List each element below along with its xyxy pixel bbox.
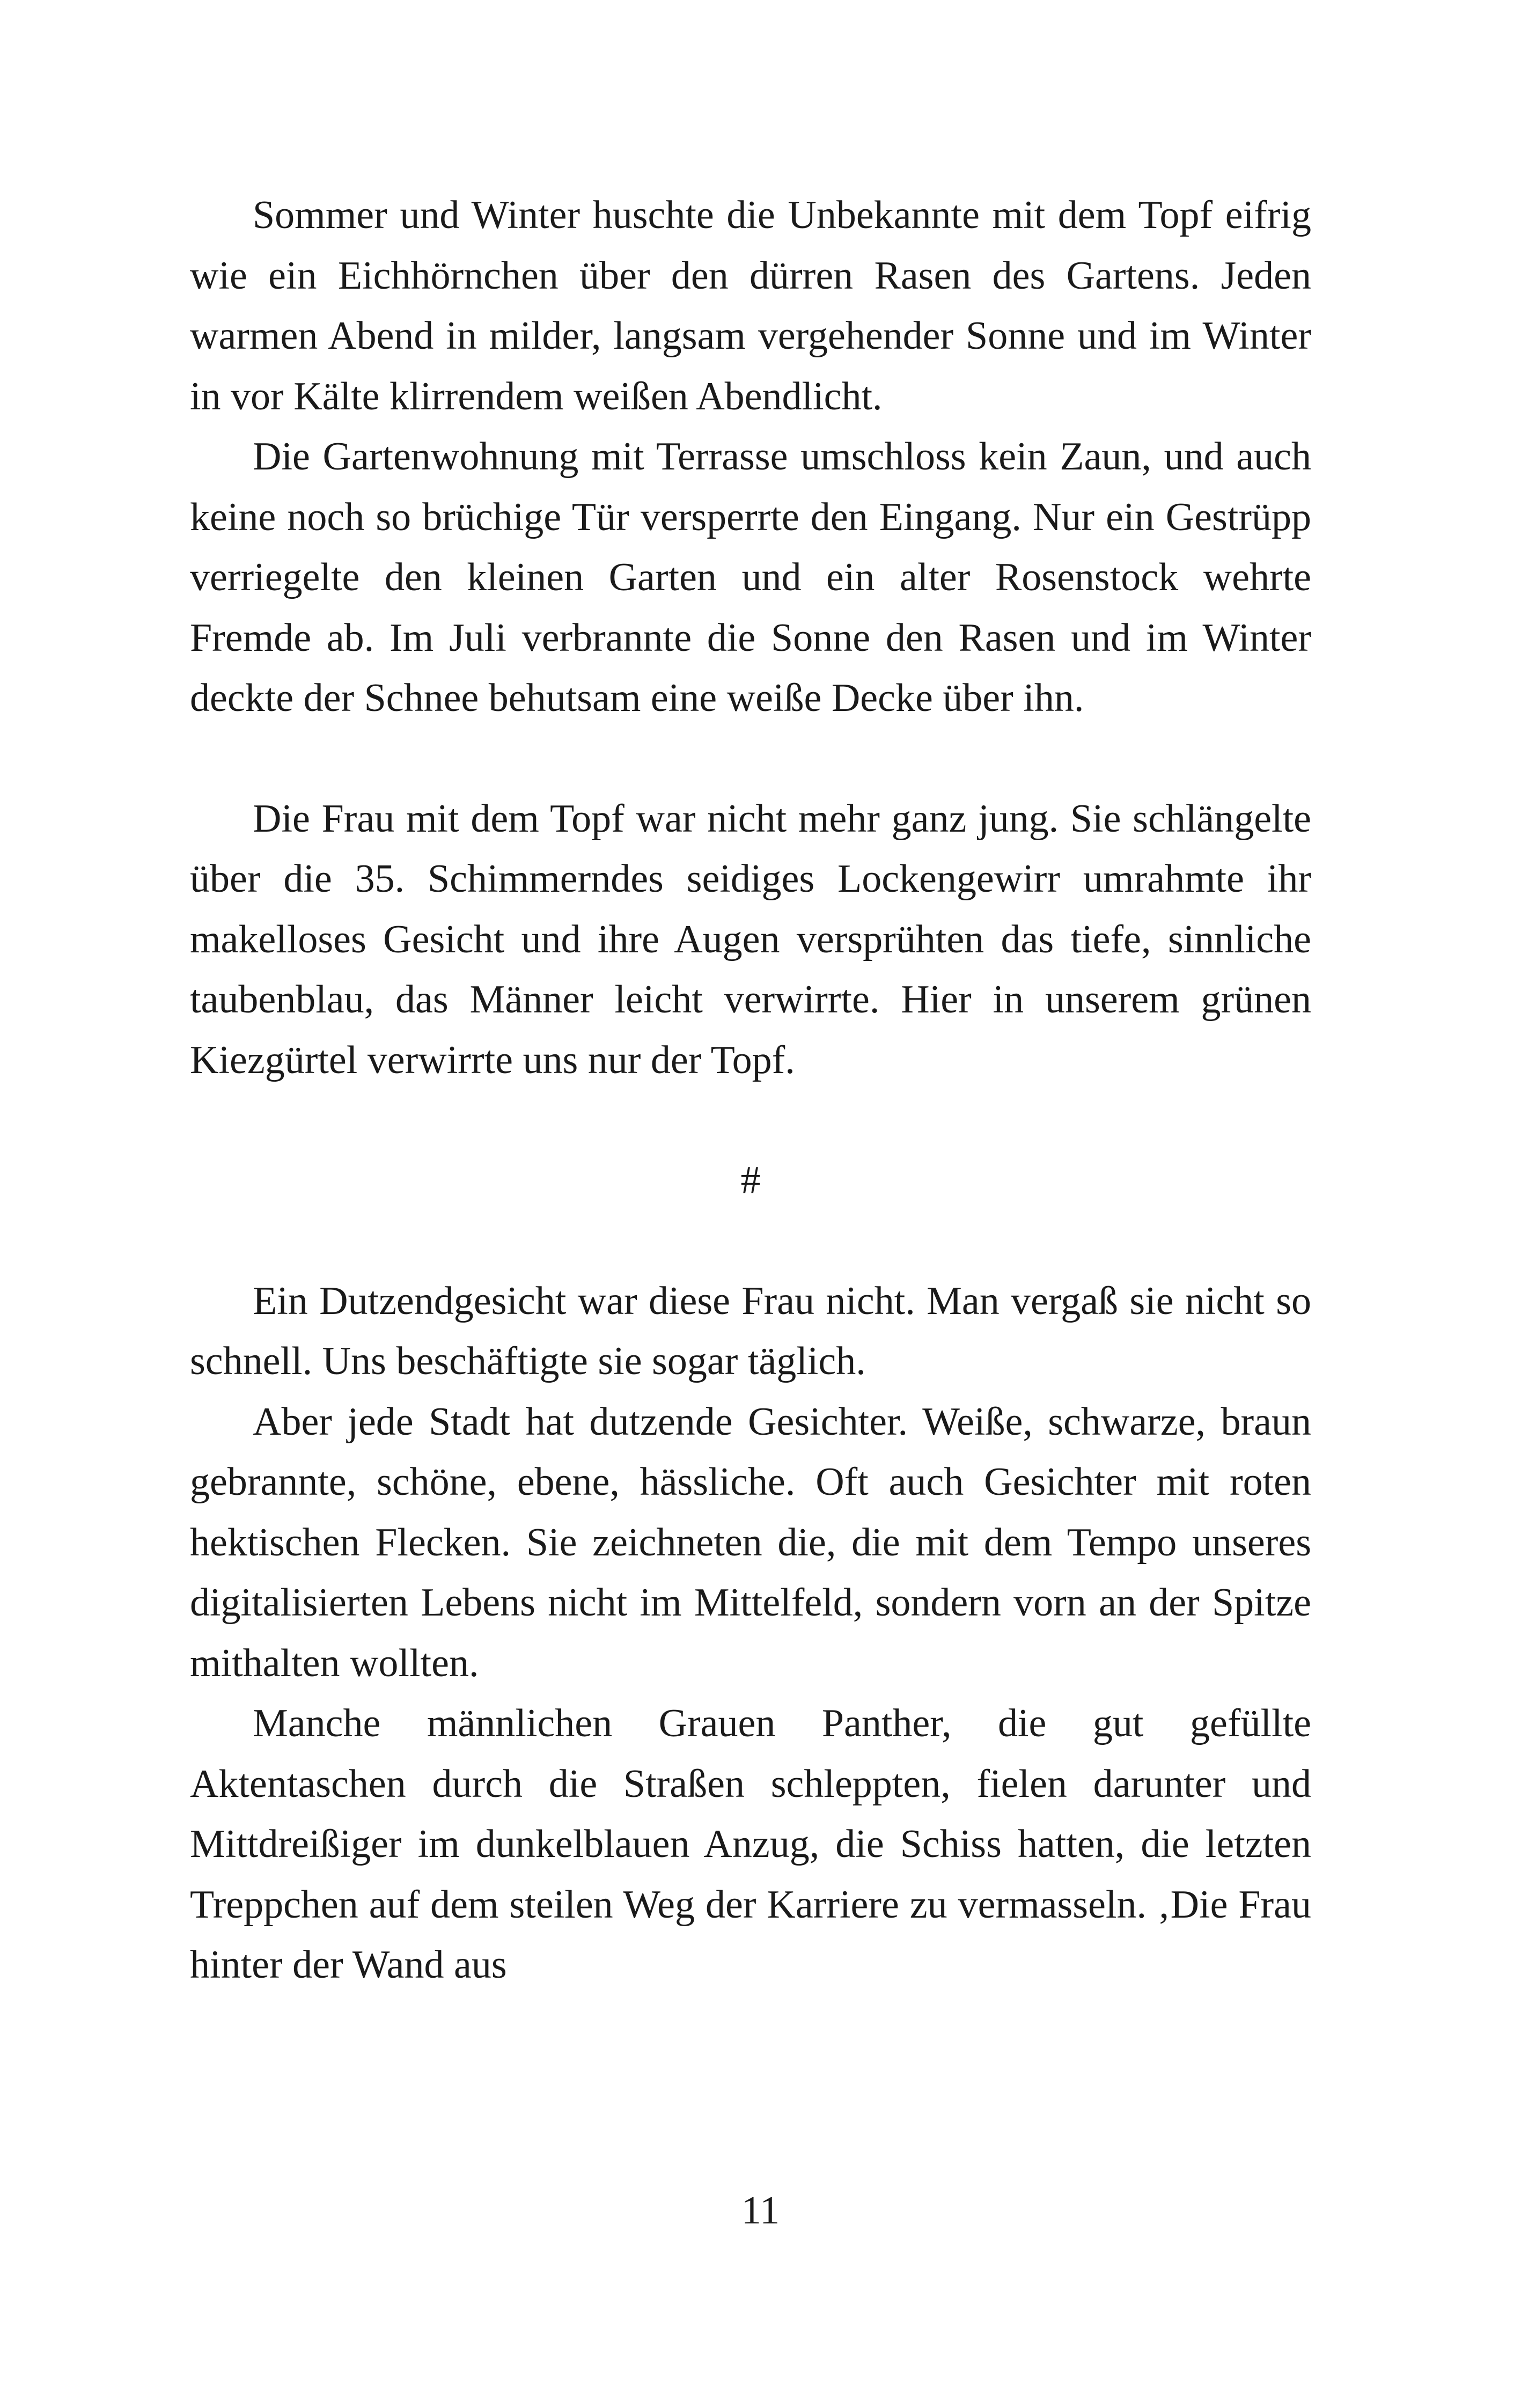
paragraph-6: Manche männlichen Grauen Panther, die gut gefüllte Aktentaschen durch die Straßen schleppten, fielen darunter und Mittdreißiger im dunkelblauen Anzug, die Schiss hatten, die letzten Treppchen auf dem steilen Weg der Karriere zu vermasseln. ‚Die Frau hinter der Wand aus xyxy=(190,1701,1311,1987)
section-spacer xyxy=(190,729,1311,789)
paragraph-2: Die Gartenwohnung mit Terrasse umschloss kein Zaun, und auch keine noch so brüchige Tür versperrte den Eingang. Nur ein Gestrüpp verriegelte den kleinen Garten und ein alter Rosenstock wehrte Fremde ab. Im Juli verbrannte die Sonne den Rasen und im Winter deckte der Schnee behutsam eine weiße Decke über ihn. xyxy=(190,435,1311,720)
paragraph-1: Sommer und Winter huschte die Unbekannte mit dem Topf eifrig wie ein Eichhörnchen über den dürren Rasen des Gartens. Jeden warmen Abend in milder, langsam vergehender Sonne und im Winter in vor Kälte klirrendem weißen Abendlicht. xyxy=(190,193,1311,419)
section-spacer xyxy=(190,1090,1311,1150)
body-text xyxy=(190,185,1311,1995)
page-number: 11 xyxy=(741,2189,780,2233)
section-separator: # xyxy=(740,1158,761,1202)
paragraph-5: Aber jede Stadt hat dutzende Gesichter. Weiße, schwarze, braun gebrannte, schöne, ebene, hässliche. Oft auch Gesichter mit roten hektischen Flecken. Sie zeichneten die, die mit dem Tempo unseres digitalisierten Lebens nicht im Mittelfeld, sondern vorn an der Spitze mithalten wollten. xyxy=(190,1399,1311,1685)
paragraph-3: Die Frau mit dem Topf war nicht mehr ganz jung. Sie schlängelte über die 35. Schimmerndes seidiges Lockengewirr umrahmte ihr makelloses Gesicht und ihre Augen versprühten das tiefe, sinnliche taubenblau, das Männer leicht verwirrte. Hier in unserem grünen Kiezgürtel verwirrte uns nur der Topf. xyxy=(190,796,1311,1082)
paragraph-4: Ein Dutzendgesicht war diese Frau nicht. Man vergaß sie nicht so schnell. Uns beschäftigte sie sogar täglich. xyxy=(190,1279,1311,1383)
section-spacer xyxy=(190,1211,1311,1271)
